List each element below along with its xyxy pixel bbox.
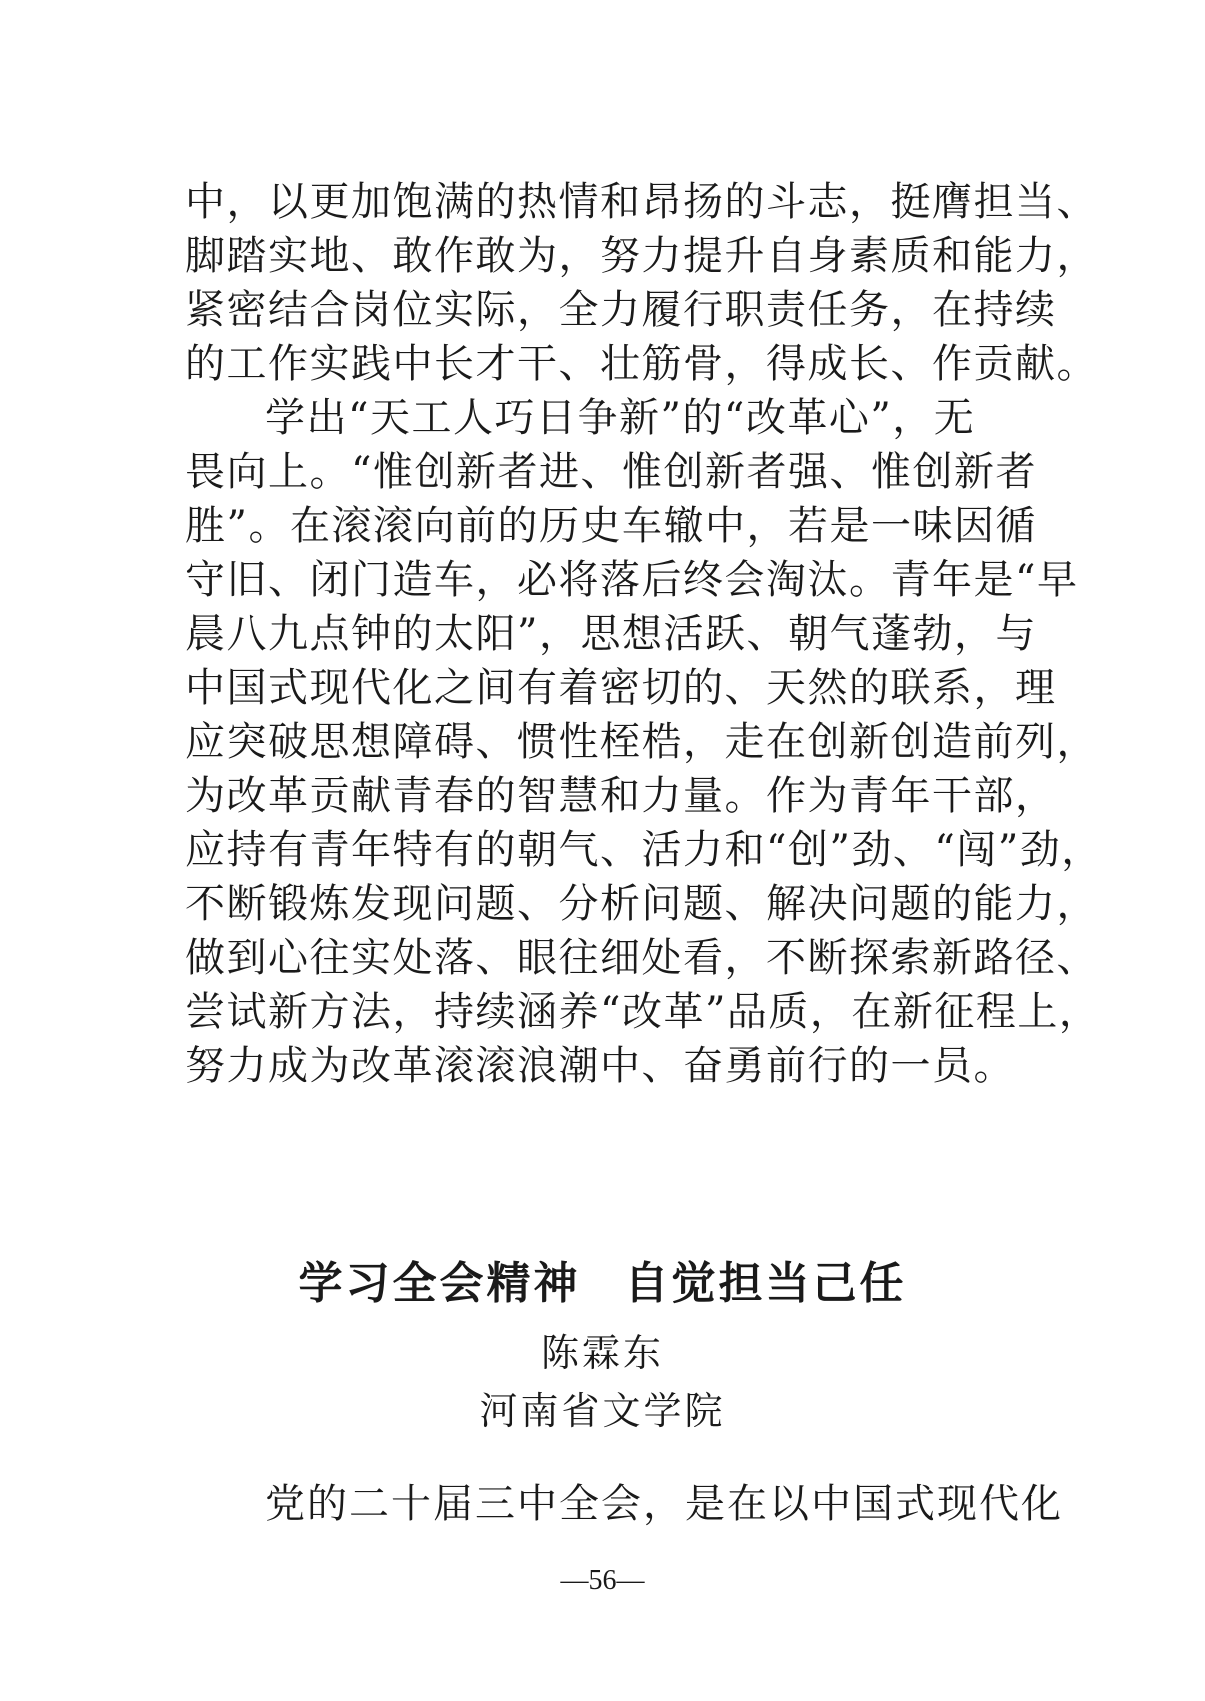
text-line: 胜”。在滚滚向前的历史车辙中，若是一味因循 [185,503,1037,549]
text-line: 努力成为改革滚滚浪潮中、奋勇前行的一员。 [185,1043,1015,1089]
text-line: 应突破思想障碍、惯性桎梏，走在创新创造前列， [185,719,1098,765]
text-line: 为改革贡献青春的智慧和力量。作为青年干部， [185,773,1057,819]
text-line: 脚踏实地、敢作敢为，努力提升自身素质和能力， [185,233,1098,279]
author-affiliation: 河南省文学院 [479,1389,726,1433]
article-title-part2: 自觉担当己任 [624,1258,907,1309]
text-line: 中国式现代化之间有着密切的、天然的联系，理 [185,665,1057,711]
text-line: 守旧、闭门造车，必将落后终会淘汰。青年是“早 [185,557,1079,603]
text-line: 的工作实践中长才干、壮筋骨，得成长、作贡献。 [185,341,1098,387]
text-line: 紧密结合岗位实际，全力履行职责任务，在持续 [185,287,1057,333]
article-title [0,1247,1205,1311]
text-line-paragraph-start: 学出“天工人巧日争新”的“改革心”，无 [265,395,976,441]
body-paragraphs [185,175,1103,1093]
page-number: —56— [560,1565,645,1596]
text-line: 不断锻炼发现问题、分析问题、解决问题的能力， [185,881,1098,927]
article-lead-line: 党的二十届三中全会，是在以中国式现代化 [265,1481,1063,1527]
text-line: 做到心往实处落、眼往细处看，不断探索新路径、 [185,935,1098,981]
article-title-part1: 学习全会精神 [298,1258,581,1309]
text-line: 尝试新方法，持续涵养“改革”品质，在新征程上， [185,989,1101,1035]
text-line: 应持有青年特有的朝气、活力和“创”劲、“闯”劲， [185,827,1103,873]
text-line: 中，以更加饱满的热情和昂扬的斗志，挺膺担当、 [185,179,1098,225]
article-author: 陈霖东 [540,1331,664,1375]
text-line: 晨八九点钟的太阳”，思想活跃、朝气蓬勃，与 [185,611,1037,657]
text-line: 畏向上。“惟创新者进、惟创新者强、惟创新者 [185,449,1037,495]
